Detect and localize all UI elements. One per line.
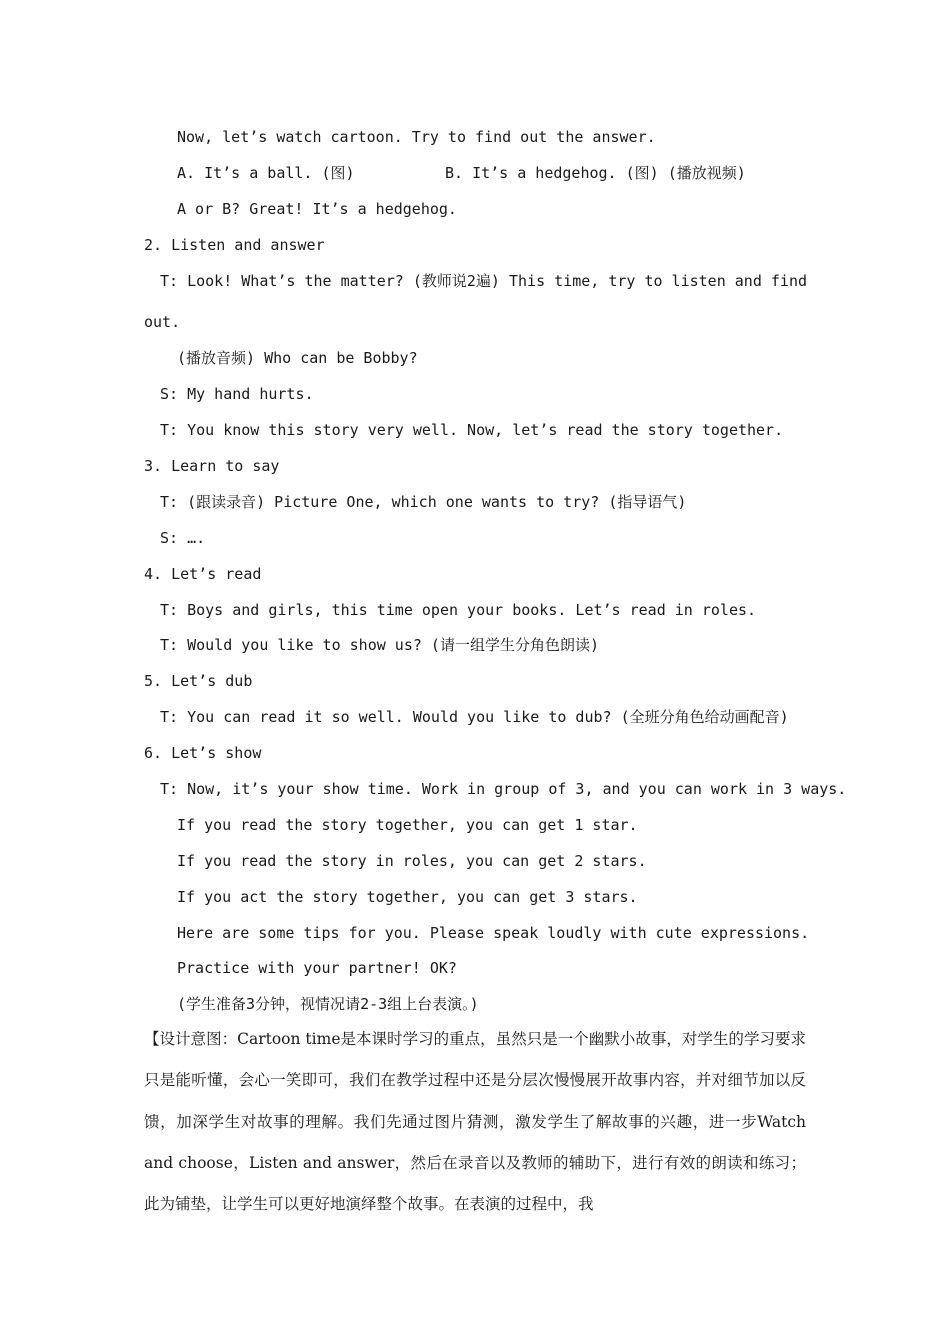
text-line: A or B? Great! It’s a hedgehog.: [177, 200, 457, 218]
option-b: B. It’s a hedgehog. (图) (播放视频): [445, 164, 746, 182]
text-line: (学生准备3分钟，视情况请2-3组上台表演。): [177, 995, 479, 1013]
text-line: Now, let’s watch cartoon. Try to find out the answer.: [177, 128, 656, 146]
text-line: If you read the story together, you can get 1 star.: [177, 816, 638, 834]
text-line: out.: [144, 313, 181, 331]
text-line: T: Would you like to show us? (请一组学生分角色朗读): [160, 636, 599, 654]
section-heading: 4. Let’s read: [144, 565, 262, 583]
text-line: T: Look! What’s the matter? (教师说2遍) This time, try to listen and find: [160, 272, 807, 290]
text-line: T: You know this story very well. Now, let’s read the story together.: [160, 421, 784, 439]
section-heading: 5. Let’s dub: [144, 672, 253, 690]
section-heading: 3. Learn to say: [144, 457, 280, 475]
text-line: Practice with your partner! OK?: [177, 959, 457, 977]
text-line: S: ….: [160, 529, 206, 547]
text-line: T: Now, it’s your show time. Work in group of 3, and you can work in 3 ways.: [160, 780, 847, 798]
text-line: T: Boys and girls, this time open your books. Let’s read in roles.: [160, 601, 757, 619]
text-line: If you read the story in roles, you can get 2 stars.: [177, 852, 647, 870]
text-line: If you act the story together, you can get 3 stars.: [177, 888, 638, 906]
text-line: S: My hand hurts.: [160, 385, 314, 403]
text-line: T: (跟读录音) Picture One, which one wants to try? (指导语气): [160, 493, 687, 511]
design-intent-paragraph: 【设计意图：Cartoon time是本课时学习的重点，虽然只是一个幽默小故事，对学生的学习要求只是能听懂，会心一笑即可，我们在教学过程中还是分层次慢慢展开故事内容，并对细节加以反馈，加深学生对故事的理解。我们先通过图片猜测，激发学生了解故事的兴趣，进一步Watch and choose，Listen and answer，然后在录音以及教师的辅助下，进行有效的朗读和练习；此为铺垫，让学生可以更好地演绎整个故事。在表演的过程中，我: [144, 1030, 806, 1214]
option-a: A. It’s a ball. (图): [177, 164, 355, 182]
text-line: T: You can read it so well. Would you like to dub? (全班分角色给动画配音): [160, 708, 789, 726]
text-line: Here are some tips for you. Please speak loudly with cute expressions.: [177, 924, 810, 942]
section-heading: 2. Listen and answer: [144, 236, 325, 254]
section-heading: 6. Let’s show: [144, 744, 262, 762]
text-line: (播放音频) Who can be Bobby?: [177, 349, 418, 367]
